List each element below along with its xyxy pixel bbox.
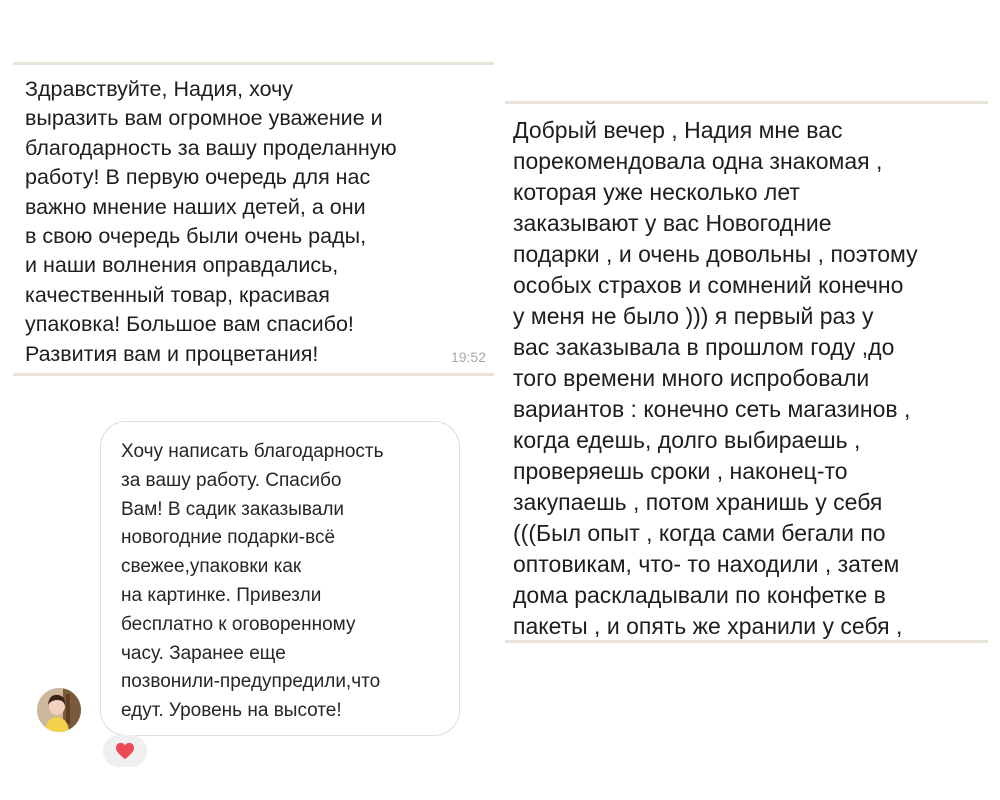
review-3-text: Добрый вечер , Надия мне вас порекомендовала одна знакомая , которая уже несколько лет заказывают у вас Новогодние подарки , и очень довольны , поэтому особых страхов и сомнений конечно у меня не было ))) я первый раз у вас заказывала в прошлом году ,до того времени много испробовали вариантов : конечно сеть магазинов , когда едешь, долго выбираешь , проверяешь сроки , наконец-то закупаешь , потом хранишь у себя (((Был опыт , когда сами бегали по оптовикам, что- то находили , затем дома раскладывали по конфетке в пакеты , и опять же хранили у себя , <box>513 117 918 639</box>
avatar-photo-icon <box>37 688 81 732</box>
heart-icon <box>115 742 135 760</box>
heart-reaction[interactable] <box>103 735 147 767</box>
comment-bubble <box>100 421 460 736</box>
review-card-1 <box>13 62 494 376</box>
review-2-text: Хочу написать благодарность за вашу работу. Спасибо Вам! В садик заказывали новогодние подарки-всё свежее,упаковки как на картинке. Привезли бесплатно к оговоренному часу. Заранее еще позвонили-предупредили,что едут. Уровень на высоте! <box>121 441 384 722</box>
review-1-text: Здравствуйте, Надия, хочу выразить вам огромное уважение и благодарность за вашу проделанную работу! В первую очередь для нас важно мнение наших детей, а они в свою очередь были очень рады, и наши волнения оправдались, качественный товар, красивая упаковка! Большое вам спасибо! Развития вам и процветания! <box>25 77 397 366</box>
message-timestamp: 19:52 <box>450 349 486 365</box>
user-avatar[interactable] <box>37 688 81 732</box>
review-card-3 <box>505 101 988 643</box>
